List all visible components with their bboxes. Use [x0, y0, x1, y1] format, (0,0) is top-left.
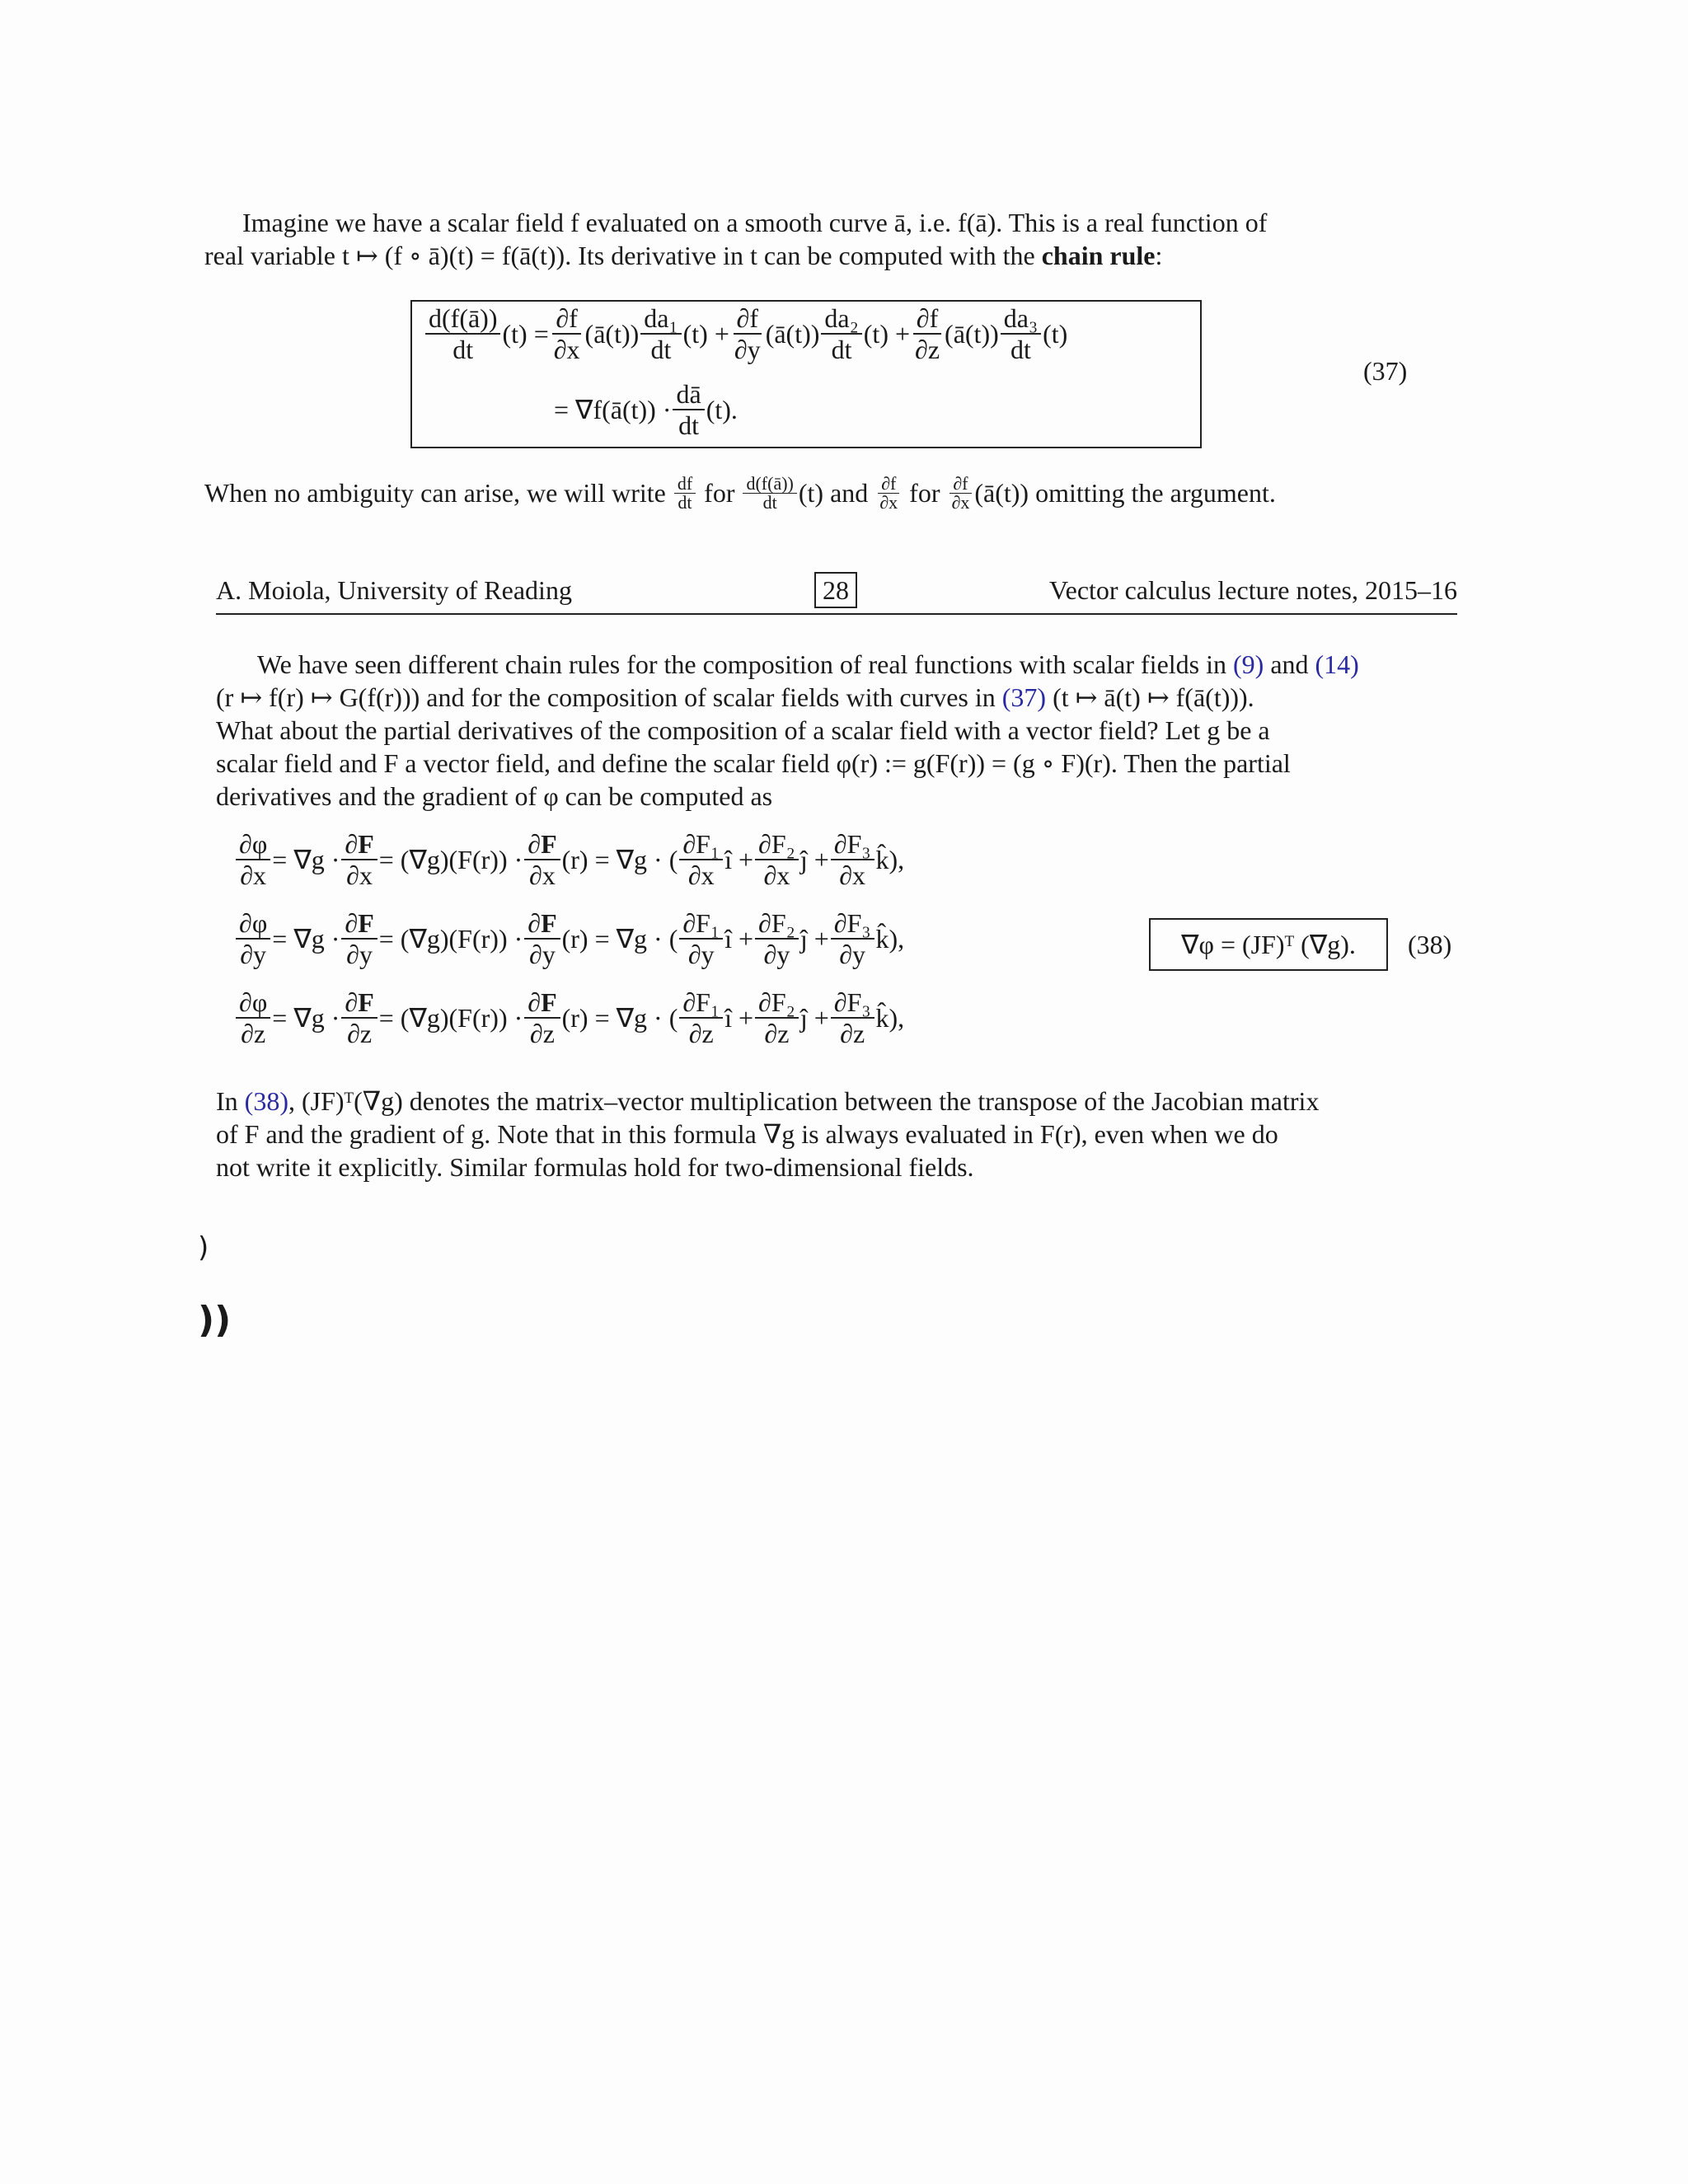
footer-title: Vector calculus lecture notes, 2015–16 [1049, 575, 1457, 605]
dF-fraction-2 [524, 987, 560, 1048]
equation-37-line-2 [554, 379, 738, 440]
dF-fraction [341, 908, 377, 969]
grad-f-dot: = ∇f(ā(t)) · [554, 395, 672, 424]
jacobian-paragraph [216, 1085, 1457, 1183]
da1-num: da₁ [640, 303, 681, 335]
ref-37-link[interactable]: (37) [1001, 682, 1047, 712]
notation-note [204, 475, 1276, 512]
dF-fraction [341, 829, 377, 890]
dt-den-2: dt [831, 335, 852, 364]
lhs-fraction [425, 303, 500, 364]
r-equals-grad: (r) = ∇g · ( [561, 924, 678, 954]
dF2-den: ∂x [763, 860, 790, 890]
intro-line-1: Imagine we have a scalar field f evaluated on a smooth curve ā, i.e. f(ā). This is a real function of [242, 208, 1268, 237]
dF-den-2: ∂z [529, 1019, 555, 1048]
dF-fraction-2 [524, 908, 560, 969]
dF2-num: ∂F₂ [755, 829, 799, 860]
small-px-2: ∂x [951, 492, 970, 513]
equation-number-37: (37) [1363, 356, 1408, 386]
t-end: (t) [1043, 318, 1068, 349]
pf-px-small [876, 475, 901, 512]
j-hat-plus: ĵ + [799, 923, 829, 954]
small-pf: ∂f [878, 475, 899, 494]
pf-px-small-2 [948, 475, 973, 512]
df-dy-fraction [731, 303, 764, 364]
lhs-numerator: d(f(ā)) [425, 303, 500, 335]
dF1-num: ∂F₁ [679, 908, 723, 940]
i-hat-plus: î + [724, 844, 754, 874]
dz-den: ∂z [915, 335, 940, 364]
da2-num: da₂ [821, 303, 861, 335]
intro-line-2-text: real variable t ↦ (f ∘ ā)(t) = f(ā(t)). Its derivative in t can be computed with the [204, 241, 1042, 270]
page-footer [216, 572, 1457, 615]
eq-grad-g: = ∇g · [272, 1003, 340, 1033]
dF1-fraction [679, 908, 723, 969]
dF1-den: ∂z [688, 1019, 714, 1048]
para2-l1-text: We have seen different chain rules for the composition of real functions with scalar fields in [257, 649, 1233, 679]
da3-fraction [1001, 303, 1041, 364]
eq-grad-g: = ∇g · [272, 924, 340, 954]
da2-fraction [821, 303, 861, 364]
equation-37-line-1 [424, 303, 1067, 364]
k-hat-close: k̂), [875, 1002, 905, 1033]
t-plus-2: (t) + [863, 318, 911, 349]
df-dx-fraction [551, 303, 584, 364]
small-pf-2: ∂f [950, 475, 971, 494]
equation-number-38: (38) [1408, 930, 1452, 959]
dF-fraction [341, 987, 377, 1048]
para2-line-4: scalar field and F a vector field, and define the scalar field φ(r) := g(F(r)) = (g ∘ F)(r). Then the partial [216, 748, 1291, 778]
small-dfa: d(f(ā)) [743, 475, 796, 494]
dF1-num: ∂F₁ [679, 829, 723, 860]
equation-38-row [234, 987, 904, 1048]
dF1-den: ∂y [687, 940, 715, 969]
dt-den-3: dt [1010, 335, 1031, 364]
dF3-den: ∂z [840, 1019, 865, 1048]
dF1-fraction [679, 829, 723, 890]
dF2-num: ∂F₂ [755, 908, 799, 940]
dF1-num: ∂F₁ [679, 987, 723, 1019]
a-of-t-3: (ā(t)) [945, 318, 999, 349]
dF-num: ∂F [341, 829, 377, 860]
t-equals: (t) = [502, 318, 549, 349]
i-hat-plus: î + [724, 923, 754, 954]
dF-num: ∂F [341, 908, 377, 940]
dphi-num: ∂φ [236, 829, 270, 860]
dF1-fraction [679, 987, 723, 1048]
dF2-den: ∂y [763, 940, 790, 969]
para3-line-3: not write it explicitly. Similar formulas hold for two-dimensional fields. [216, 1152, 974, 1182]
dF2-den: ∂z [764, 1019, 790, 1048]
stray-double-paren: )) [198, 1299, 232, 1341]
ref-14-link[interactable]: (14) [1315, 649, 1359, 679]
grad-g-of-F: = (∇g)(F(r)) · [378, 924, 523, 954]
dt-den-1: dt [650, 335, 672, 364]
da1-fraction [640, 303, 681, 364]
dF1-den: ∂x [687, 860, 715, 890]
dphi-den: ∂x [240, 860, 267, 890]
r-equals-grad: (r) = ∇g · ( [561, 845, 678, 874]
dF-den: ∂z [347, 1019, 373, 1048]
j-hat-plus: ĵ + [799, 1002, 829, 1033]
para2-l2-text: (r ↦ f(r) ↦ G(f(r))) and for the composition of scalar fields with curves in [216, 682, 1002, 712]
dt-den-4: dt [678, 410, 700, 440]
da-vec-num: dā [673, 379, 704, 410]
dF-den-2: ∂x [529, 860, 556, 890]
dF3-fraction [831, 987, 874, 1048]
k-hat-close: k̂), [875, 923, 905, 954]
grad-g-of-F: = (∇g)(F(r)) · [378, 845, 523, 874]
intro-line-2-colon: : [1155, 241, 1163, 270]
i-hat-plus: î + [724, 1002, 754, 1033]
equation-38-row [234, 829, 904, 890]
stray-paren: ) [198, 1231, 209, 1264]
dphi-den: ∂y [240, 940, 267, 969]
small-dt: dt [678, 492, 692, 513]
da-dt-fraction [673, 379, 704, 440]
note-for-1: for [704, 478, 735, 508]
dphi-num: ∂φ [236, 987, 270, 1019]
da3-num: da₃ [1001, 303, 1041, 335]
equation-38-boxed: ∇φ = (JF)ᵀ (∇g). [1149, 918, 1388, 971]
t-plus-1: (t) + [682, 318, 729, 349]
df-dz-fraction [912, 303, 943, 364]
small-df: df [674, 475, 696, 494]
df-num: ∂f [552, 303, 580, 335]
para2-line-1 [216, 648, 1457, 681]
dF-den: ∂y [346, 940, 373, 969]
note-suffix: (ā(t)) omitting the argument. [974, 478, 1276, 508]
dF-den-2: ∂y [529, 940, 556, 969]
dphi-fraction [236, 908, 270, 969]
page-number: 28 [814, 572, 857, 608]
dF2-fraction [755, 987, 799, 1048]
dx-den: ∂x [553, 335, 580, 364]
dF3-den: ∂y [839, 940, 866, 969]
dfa-dt-small [743, 475, 796, 512]
para2-line-2 [216, 681, 1457, 714]
dF3-fraction [831, 829, 874, 890]
j-hat-plus: ĵ + [799, 844, 829, 874]
dF3-num: ∂F₃ [831, 829, 874, 860]
dy-den: ∂y [734, 335, 761, 364]
para2-line-5: derivatives and the gradient of φ can be computed as [216, 781, 773, 811]
eq-grad-g: = ∇g · [272, 845, 340, 874]
dF3-den: ∂x [839, 860, 866, 890]
note-prefix: When no ambiguity can arise, we will write [204, 478, 666, 508]
chain-rule-paragraph [216, 648, 1457, 813]
dphi-fraction [236, 829, 270, 890]
chain-rule-term: chain rule [1041, 241, 1156, 270]
dphi-num: ∂φ [236, 908, 270, 940]
ref-38-link[interactable]: (38) [244, 1086, 288, 1116]
para3-line-2: of F and the gradient of g. Note that in this formula ∇g is always evaluated in F(r), even when we do [216, 1119, 1278, 1149]
para2-line-3: What about the partial derivatives of the composition of a scalar field with a vector field? Let g be a [216, 715, 1270, 745]
small-px: ∂x [879, 492, 898, 513]
small-dt-2: dt [762, 492, 777, 513]
grad-g-of-F: = (∇g)(F(r)) · [378, 1003, 523, 1033]
equation-38-row [234, 908, 904, 969]
k-hat-close: k̂), [875, 844, 905, 874]
dphi-den: ∂z [241, 1019, 266, 1048]
intro-line-2 [204, 239, 1414, 272]
para3-l1-text: , (JF)ᵀ(∇g) denotes the matrix–vector multiplication between the transpose of the Jacobian matrix [288, 1086, 1320, 1116]
dF-num-2: ∂F [524, 829, 560, 860]
note-for-2: for [909, 478, 940, 508]
para2-and: and [1264, 649, 1315, 679]
footer-author: A. Moiola, University of Reading [216, 575, 572, 605]
dF2-fraction [755, 908, 799, 969]
dF3-num: ∂F₃ [831, 908, 874, 940]
dF2-num: ∂F₂ [755, 987, 799, 1019]
dF3-num: ∂F₃ [831, 987, 874, 1019]
dF-num-2: ∂F [524, 987, 560, 1019]
a-of-t-1: (ā(t)) [584, 318, 640, 349]
para3-in: In [216, 1086, 245, 1116]
t-period: (t). [706, 394, 738, 424]
dF-den: ∂x [346, 860, 373, 890]
dF3-fraction [831, 908, 874, 969]
lhs-denominator: dt [452, 335, 474, 364]
dphi-fraction [236, 987, 270, 1048]
note-t-and: (t) and [798, 478, 869, 508]
para3-line-1 [216, 1085, 1457, 1118]
dF2-fraction [755, 829, 799, 890]
dF-num-2: ∂F [524, 908, 560, 940]
intro-paragraph [204, 206, 1414, 272]
a-of-t-2: (ā(t)) [765, 318, 820, 349]
df-dt-small [674, 475, 696, 512]
df-num-3: ∂f [913, 303, 941, 335]
ref-9-link[interactable]: (9) [1233, 649, 1264, 679]
r-equals-grad: (r) = ∇g · ( [561, 1003, 678, 1033]
dF-num: ∂F [341, 987, 377, 1019]
para2-l2-tail: (t ↦ ā(t) ↦ f(ā(t))). [1046, 682, 1254, 712]
dF-fraction-2 [524, 829, 560, 890]
df-num-2: ∂f [734, 303, 762, 335]
